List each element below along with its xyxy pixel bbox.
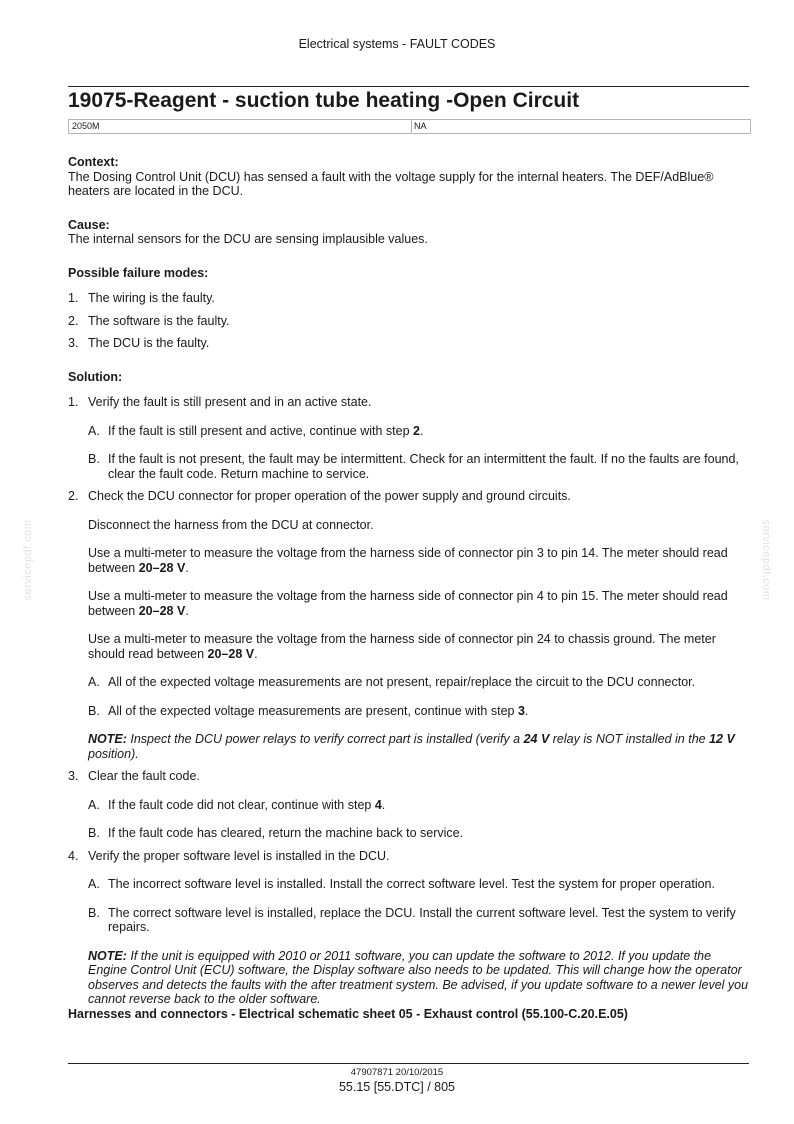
list-item	[68, 336, 750, 351]
note	[68, 732, 750, 761]
note	[68, 949, 750, 1007]
sub-step-tail: .	[419, 423, 424, 438]
footer-rule	[68, 1063, 749, 1064]
step-number: 1.	[68, 395, 79, 409]
paragraph-text: Use a multi-meter to measure the voltage from the harness side of connector pin 3 to pin 14. The meter should read between	[88, 546, 728, 575]
step-paragraph	[68, 632, 750, 661]
sub-step	[68, 826, 750, 841]
solution-heading: Solution:	[68, 369, 123, 384]
step-number: 4.	[68, 848, 79, 863]
list-number: 1.	[68, 291, 79, 305]
sub-step	[68, 704, 750, 719]
watermark-left: servicepdf.com	[22, 519, 34, 601]
main-content	[68, 155, 750, 1021]
sub-step-text: If the fault is not present, the fault may be intermittent. Check for an intermittent the fault. If no the faults are found, clear the fault code. Return machine to service.	[108, 452, 739, 481]
step-number: 3.	[68, 769, 79, 783]
paragraph-tail: .	[185, 560, 189, 575]
sub-step-text: If the fault code did not clear, continue with step	[108, 797, 375, 812]
sub-step-label: A.	[88, 877, 100, 891]
step-reference: 2	[413, 423, 420, 438]
cause-text: The internal sensors for the DCU are sensing implausible values.	[68, 232, 428, 246]
sub-step-tail: .	[524, 703, 529, 718]
sub-step-tail: .	[381, 797, 386, 812]
solution-section	[68, 370, 750, 1007]
note-text: position).	[88, 746, 139, 761]
solution-step	[68, 395, 750, 410]
sub-step-label: B.	[88, 905, 100, 920]
note-text: If the unit is equipped with 2010 or 2011 software, you can update the software to 2012. If you update the Engine Control Unit (ECU) software, the Display software also needs to be updated. This will change how the operator observes and detects the faults with the after treatment system. Be advised, if you update software to a newer level you cannot reverse back to the older software.	[88, 948, 749, 1006]
note-voltage: 12 V	[709, 732, 735, 746]
note-voltage: 24 V	[523, 732, 550, 746]
sub-step	[68, 798, 750, 813]
cause-section	[68, 218, 750, 247]
sub-step-label: A.	[88, 797, 100, 812]
meta-model: 2050M	[72, 121, 100, 131]
paragraph-text: Use a multi-meter to measure the voltage from the harness side of connector pin 4 to pin 15. The meter should read between	[88, 589, 728, 618]
list-text: The software is the faulty.	[88, 313, 230, 328]
sub-step-label: B.	[88, 826, 100, 840]
step-paragraph	[68, 546, 750, 575]
sub-step	[68, 452, 750, 481]
step-text: Clear the fault code.	[88, 769, 200, 783]
header-rule	[68, 86, 749, 87]
step-reference: 4	[374, 797, 382, 812]
step-paragraph	[68, 589, 750, 618]
voltage-range: 20–28 V	[138, 603, 186, 618]
sub-step-label: B.	[88, 452, 100, 466]
step-text: Verify the fault is still present and in an active state.	[88, 395, 372, 409]
note-label: NOTE:	[88, 948, 127, 963]
list-item	[68, 291, 750, 306]
reference-link[interactable]: Harnesses and connectors - Electrical schematic sheet 05 - Exhaust control (55.100-C.20.E.05)	[68, 1006, 628, 1021]
list-text: The DCU is the faulty.	[88, 336, 210, 350]
meta-value: NA	[414, 121, 427, 131]
sub-step	[68, 424, 750, 439]
step-reference: 3	[517, 703, 525, 718]
sub-step	[68, 906, 750, 935]
voltage-range: 20–28 V	[138, 560, 186, 575]
cause-heading: Cause:	[68, 217, 110, 232]
running-header: Electrical systems - FAULT CODES	[298, 37, 496, 51]
sub-step-label: B.	[88, 703, 100, 718]
footer-doc-id: 47907871 20/10/2015	[350, 1067, 444, 1078]
sub-step-text: All of the expected voltage measurements are present, continue with step	[108, 703, 518, 718]
step-number: 2.	[68, 489, 79, 503]
watermark-right: servicepdf.com	[760, 519, 772, 601]
sub-step-text: All of the expected voltage measurements are not present, repair/replace the circuit to the DCU connector.	[108, 675, 696, 689]
meta-table	[68, 119, 751, 134]
list-text: The wiring is the faulty.	[88, 291, 215, 305]
sub-step-text: The incorrect software level is installed. Install the correct software level. Test the system for proper operation.	[108, 877, 715, 891]
paragraph-text: Use a multi-meter to measure the voltage from the harness side of connector pin 24 to chassis ground. The meter should read between	[88, 632, 716, 661]
solution-step	[68, 489, 750, 504]
paragraph-tail: .	[185, 603, 189, 618]
context-heading: Context:	[68, 155, 119, 169]
paragraph-tail: .	[254, 646, 258, 661]
list-number: 3.	[68, 336, 79, 350]
solution-step	[68, 769, 750, 784]
sub-step-text: If the fault code has cleared, return the machine back to service.	[108, 826, 464, 840]
sub-step-text: If the fault is still present and active, continue with step	[108, 423, 414, 438]
sub-step-text: The correct software level is installed, replace the DCU. Install the current software level. Test the system to verify repairs.	[108, 905, 736, 934]
voltage-range: 20–28 V	[207, 646, 255, 661]
footer-page-number: 55.15 [55.DTC] / 805	[338, 1080, 456, 1094]
sub-step	[68, 877, 750, 892]
context-text: The Dosing Control Unit (DCU) has sensed a fault with the voltage supply for the internal heaters. The DEF/AdBlue® heaters are located in the DCU.	[68, 169, 714, 198]
step-text: Check the DCU connector for proper operation of the power supply and ground circuits.	[88, 489, 571, 503]
solution-step	[68, 849, 750, 864]
sub-step-label: A.	[88, 423, 100, 438]
sub-step	[68, 675, 750, 690]
context-section	[68, 155, 750, 199]
step-paragraph: Disconnect the harness from the DCU at connector.	[88, 517, 374, 532]
page-title: 19075-Reagent - suction tube heating -Open Circuit	[68, 89, 580, 112]
note-label: NOTE:	[88, 732, 127, 746]
list-item	[68, 314, 750, 329]
step-text: Verify the proper software level is installed in the DCU.	[88, 848, 390, 863]
failure-modes-section	[68, 266, 750, 351]
failure-modes-heading: Possible failure modes:	[68, 265, 209, 280]
meta-divider	[411, 120, 412, 133]
note-text: relay is NOT installed in the	[549, 732, 710, 746]
list-number: 2.	[68, 313, 79, 328]
sub-step-label: A.	[88, 675, 100, 689]
note-text: Inspect the DCU power relays to verify correct part is installed (verify a	[126, 732, 524, 746]
